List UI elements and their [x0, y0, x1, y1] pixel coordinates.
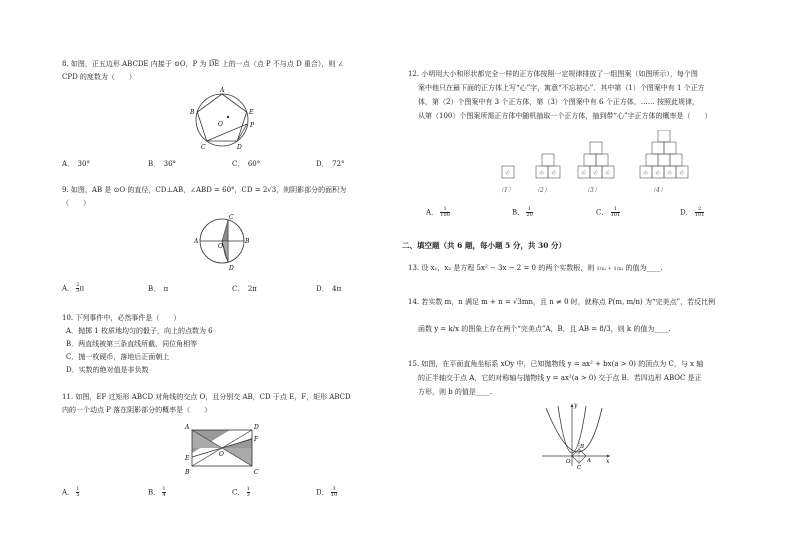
q12-cube-labels: [505, 169, 685, 176]
q11-option-b-fraction: [162, 487, 165, 498]
q11-option-b-num: 1: [162, 486, 166, 492]
q9-circle-figure: [192, 210, 252, 272]
q11-option-b-den: 4: [162, 492, 166, 498]
q15-line3: 方形，则 b 的值是____.: [418, 388, 493, 396]
q12-option-c-fraction: [611, 207, 621, 218]
q11-label-c: C: [254, 469, 259, 476]
q8-label-c: C: [201, 144, 206, 151]
q12-option-b-fraction: [526, 207, 532, 218]
q9-label-b: B: [245, 238, 250, 245]
q8-option-a: A． 30°: [62, 160, 90, 168]
q11-option-a-letter: A．: [62, 488, 75, 497]
q11-label-d: D: [254, 424, 259, 431]
q12-cube-label: 心: [605, 170, 611, 176]
q11-option-c-letter: C．: [232, 488, 245, 497]
q12-cube-label: 心: [667, 170, 673, 176]
q12-option-a-fraction: [440, 207, 450, 218]
q9-line2: （ ）: [62, 199, 90, 207]
q9-option-a-num: 2: [76, 282, 80, 288]
q12-option-b-den: 20: [526, 212, 533, 218]
q12-cube-patterns: [496, 130, 706, 198]
q11-option-a: [62, 487, 79, 498]
q11-option-d: [316, 487, 337, 498]
q14-line1: 14. 若实数 m，n 满足 m + n = √3mn，且 n ≠ 0 时，就称点 P(m, m/n) 为“完美点”，若反比例: [408, 298, 716, 306]
q15-label-c: C: [577, 465, 582, 470]
q12-cube-label: 心: [505, 170, 511, 176]
q13-expression: 1/x₁ + 1/x₂: [596, 266, 624, 272]
q13-line: [408, 264, 663, 272]
q12-cube: [664, 142, 676, 154]
q10-option-a: A．抛掷 1 枚质地均匀的骰子，向上的点数为 6: [66, 327, 213, 335]
q12-option-d-num: 2: [695, 207, 705, 213]
q12-option-c-num: 1: [611, 207, 621, 213]
q8-center-dot: [227, 116, 229, 118]
q10-option-b: B．两直线被第三条直线所截，同位角相等: [66, 340, 198, 348]
q12-caption-1: （1）: [498, 187, 514, 194]
q8-label-a: A: [220, 87, 225, 94]
q15-line2: 的正半轴交于点 A，它的对称轴与抛物线 y = ax²(a > 0) 交于点 B．若四边形 ABOC 是正: [418, 374, 702, 382]
q12-caption-2: （2）: [534, 187, 550, 194]
q12-cube-label: 心: [551, 170, 557, 176]
q11-option-d-num: 3: [332, 486, 336, 492]
q12-caption-3: （3）: [584, 187, 600, 194]
q15-line1: 15. 如图，在平面直角坐标系 xOy 中，已知抛物线 y = ax² + bx(a > 0) 的顶点为 C，与 x 轴: [408, 360, 704, 368]
q13-text-pre: 13. 设 x₁，x₂ 是方程 5x² − 3x − 2 = 0 的两个实数根，则: [408, 264, 595, 272]
q8-circle: [196, 94, 248, 146]
q12-option-b-letter: B．: [512, 208, 525, 217]
q12-option-d: [680, 207, 704, 218]
q11-label-a: A: [185, 424, 190, 431]
q10-line1: 10. 下列事件中，必然事件是（ ）: [62, 314, 181, 322]
q12-cube: [590, 142, 602, 154]
q9-option-a-letter: A．: [62, 284, 75, 293]
q12-cube: [542, 154, 554, 166]
q11-option-b-letter: B．: [148, 488, 161, 497]
q12-line1: 12. 小明用大小和形状都完全一样的正方体按照一定规律排放了一组图案（如图所示），每个图: [408, 70, 698, 78]
q12-option-a-num: 1: [440, 207, 450, 213]
q9-option-a-den: 3: [76, 288, 80, 294]
q9-option-a: [62, 283, 84, 294]
q15-label-y: y: [574, 402, 578, 409]
q8-option-c: C． 60°: [232, 160, 261, 168]
q9-label-c: C: [229, 214, 234, 221]
q9-label-o: O: [218, 243, 223, 250]
q15-label-b: B: [580, 444, 585, 450]
q11-label-o: O: [219, 451, 224, 458]
q12-option-c-den: 101: [610, 212, 621, 218]
q11-option-c-den: 3: [246, 492, 250, 498]
q12-cube: [584, 154, 596, 166]
q8-label-o: O: [218, 121, 223, 128]
q12-option-a: [426, 207, 450, 218]
q11-option-d-fraction: [331, 487, 337, 498]
q12-option-d-fraction: [695, 207, 705, 218]
q11-option-a-num: 1: [76, 486, 80, 492]
q11-label-b: B: [185, 469, 190, 476]
q8-line2: CPD 的度数为（ ）: [62, 73, 136, 81]
q8-label-e: E: [249, 109, 254, 116]
q11-option-d-letter: D．: [316, 488, 329, 497]
q9-option-a-pi: π: [79, 284, 85, 293]
q12-captions: [498, 186, 666, 194]
q12-cube: [670, 154, 682, 166]
q12-option-b-num: 1: [527, 206, 532, 212]
q12-cube: [596, 154, 608, 166]
q12-option-d-letter: D．: [680, 208, 693, 217]
q12-cube-label: 心: [593, 170, 599, 176]
q11-option-c: [232, 487, 250, 498]
q12-option-b: [512, 207, 533, 218]
q8-label-d: D: [237, 144, 242, 151]
q10-option-d: D．实数的绝对值是非负数: [66, 366, 149, 374]
q11-option-d-den: 10: [330, 492, 338, 498]
q12-option-a-letter: A．: [426, 208, 439, 217]
q15-parabola-figure: [538, 400, 612, 470]
q8-option-b: B． 36°: [148, 160, 177, 168]
q11-option-b: [148, 487, 166, 498]
q12-option-d-den: 101: [694, 212, 705, 218]
q15-label-a: A: [587, 458, 591, 464]
q12-cube-label: 心: [655, 170, 661, 176]
q12-option-c-letter: C．: [596, 208, 609, 217]
q12-cube-label: 心: [643, 170, 649, 176]
q8-label-b: B: [190, 109, 195, 116]
q15-label-x: x: [606, 458, 610, 465]
q9-label-d: D: [229, 265, 234, 272]
q11-option-c-fraction: [247, 487, 250, 498]
q12-option-a-den: 100: [440, 212, 450, 218]
q9-line1: 9. 如图，AB 是 ⊙O 的直径，CD⊥AB，∠ABD = 60°，CD = 2√3，则阴影部分的面积为: [62, 186, 347, 194]
q12-cube: [658, 154, 670, 166]
q9-label-a: A: [194, 238, 199, 245]
q11-rectangle-figure: [182, 420, 264, 478]
q11-line1: 11. 如图，EF 过矩形 ABCD 对角线的交点 O，且分别交 AB，CD 于点 E，F，矩形 ABCD: [62, 393, 351, 401]
q11-option-a-den: 5: [76, 492, 80, 498]
q12-cube: [658, 130, 670, 142]
q12-cube-label: 心: [679, 170, 685, 176]
q12-line3: 体，第（2）个图案中有 3 个正方体，第（3）个图案中有 6 个正方体，…… 按照此规律，: [418, 98, 699, 106]
q9-option-b: B． π: [148, 285, 169, 293]
q13-text-post: 的值为____.: [625, 264, 663, 272]
q12-cube: [646, 154, 658, 166]
q9-option-d: D． 4π: [316, 285, 342, 293]
q12-line4: 从第（100）个图案所需正方体中随机抽取一个正方体，抽到带“心”字正方体的概率是（ ）: [418, 112, 712, 120]
q11-line2: 内的一个动点 P 落在阴影部分的概率是（ ）: [62, 406, 212, 414]
q8-option-d: D． 72°: [316, 160, 345, 168]
q8-line1: 8. 如图，正五边形 ABCDE 内接于 ⊙O，P 为 D͡E 上的一点（点 P 不与点 D 重合），则 ∠: [62, 60, 344, 68]
q11-label-f: F: [254, 436, 259, 443]
q8-line-pc: [207, 124, 247, 141]
q8-pentagon-figure: [180, 84, 270, 156]
q10-option-c: C．抛一枚硬币，落地后正面朝上: [66, 353, 170, 361]
q15-label-o: O: [566, 459, 571, 465]
section-2-heading: 二、填空题（共 6 题，每小题 5 分，共 30 分）: [402, 241, 567, 250]
q9-option-c: C． 2π: [232, 285, 257, 293]
q9-shaded-upper: [222, 220, 228, 241]
q12-cube-label: 心: [581, 170, 587, 176]
q11-option-a-fraction: [76, 487, 79, 498]
q11-label-e: E: [185, 455, 190, 462]
q12-line2: 案中他只在最下面的正方体上写“心”字，寓意“不忘初心”．其中第（1）个图案中有 1 个正方: [418, 84, 705, 92]
q8-label-p: P: [250, 122, 255, 129]
q12-option-c: [596, 207, 620, 218]
q12-cube-label: 心: [539, 170, 545, 176]
q14-line2: 函数 y = k/x 的图象上存在两个“完美点”A，B，且 AB = 8/3，则 k 的值为____.: [418, 325, 671, 333]
q12-cube: [652, 142, 664, 154]
q12-caption-4: （4）: [650, 187, 666, 194]
q11-option-c-num: 1: [246, 486, 250, 492]
q15-parabola-y-ax2-bx: [546, 408, 602, 452]
